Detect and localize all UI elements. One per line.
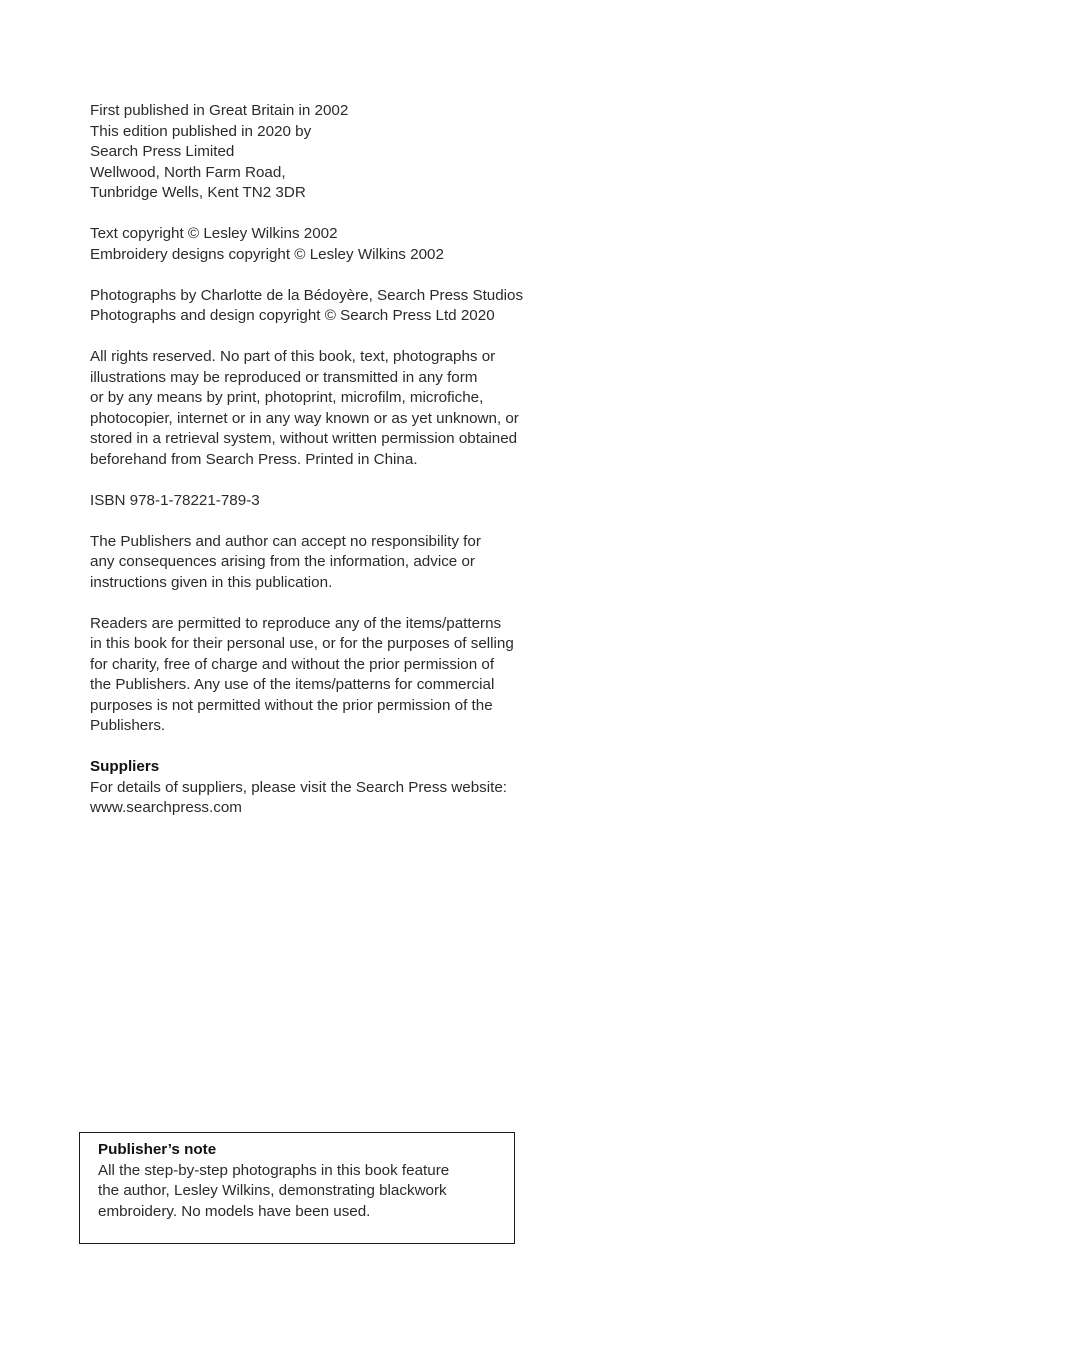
- isbn-number: ISBN 978-1-78221-789-3: [90, 491, 260, 509]
- photo-design-copyright: Photographs and design copyright © Search Press Ltd 2020: [90, 307, 495, 324]
- publisher-address-line: Tunbridge Wells, Kent TN2 3DR: [90, 184, 306, 201]
- publisher-name: Search Press Limited: [90, 143, 235, 160]
- rights-line: or by any means by print, photoprint, microfilm, microfiche,: [90, 389, 484, 406]
- suppliers-section: [90, 757, 550, 819]
- publishers-note-box: [79, 1132, 515, 1244]
- disclaimer-line: The Publishers and author can accept no responsibility for: [90, 532, 481, 550]
- publication-line: First published in Great Britain in 2002: [90, 102, 349, 119]
- permission-line: for charity, free of charge and without the prior permission of: [90, 655, 495, 673]
- copyright-page-text: [90, 101, 550, 839]
- rights-line: stored in a retrieval system, without written permission obtained: [90, 430, 518, 447]
- rights-line: All rights reserved. No part of this book, text, photographs or: [90, 348, 496, 365]
- photo-credits: [90, 286, 550, 327]
- publication-line: This edition published in 2020 by: [90, 122, 312, 140]
- permission-line: Readers are permitted to reproduce any of the items/patterns: [90, 614, 502, 632]
- rights-line: photocopier, internet or in any way known or as yet unknown, or: [90, 409, 519, 427]
- designs-copyright: Embroidery designs copyright © Lesley Wilkins 2002: [90, 245, 444, 263]
- suppliers-heading: Suppliers: [90, 758, 160, 775]
- permission-line: Publishers.: [90, 717, 166, 734]
- disclaimer-line: instructions given in this publication.: [90, 573, 333, 591]
- rights-line: beforehand from Search Press. Printed in China.: [90, 450, 418, 468]
- disclaimer-line: any consequences arising from the information, advice or: [90, 553, 475, 570]
- isbn: [90, 491, 550, 512]
- publisher-address-line: Wellwood, North Farm Road,: [90, 163, 286, 181]
- publication-details: [90, 101, 550, 204]
- publishers-note-line: the author, Lesley Wilkins, demonstrating blackwork: [98, 1182, 447, 1199]
- rights-reserved: [90, 347, 550, 470]
- permission-line: in this book for their personal use, or for the purposes of selling: [90, 635, 514, 652]
- suppliers-text: For details of suppliers, please visit the Search Press website:: [90, 778, 508, 796]
- disclaimer: [90, 532, 550, 594]
- rights-line: illustrations may be reproduced or transmitted in any form: [90, 368, 478, 386]
- reproduction-permission: [90, 614, 550, 737]
- publishers-note-line: embroidery. No models have been used.: [98, 1202, 371, 1220]
- text-copyright: Text copyright © Lesley Wilkins 2002: [90, 225, 338, 242]
- suppliers-website: www.searchpress.com: [90, 799, 242, 816]
- publishers-note-content: [98, 1140, 449, 1222]
- permission-line: the Publishers. Any use of the items/patterns for commercial: [90, 676, 495, 693]
- publishers-note-line: All the step-by-step photographs in this book feature: [98, 1161, 450, 1179]
- copyright-notice: [90, 224, 550, 265]
- permission-line: purposes is not permitted without the prior permission of the: [90, 696, 493, 714]
- photographer-credit: Photographs by Charlotte de la Bédoyère, Search Press Studios: [90, 286, 524, 304]
- publishers-note-heading: Publisher’s note: [98, 1141, 217, 1158]
